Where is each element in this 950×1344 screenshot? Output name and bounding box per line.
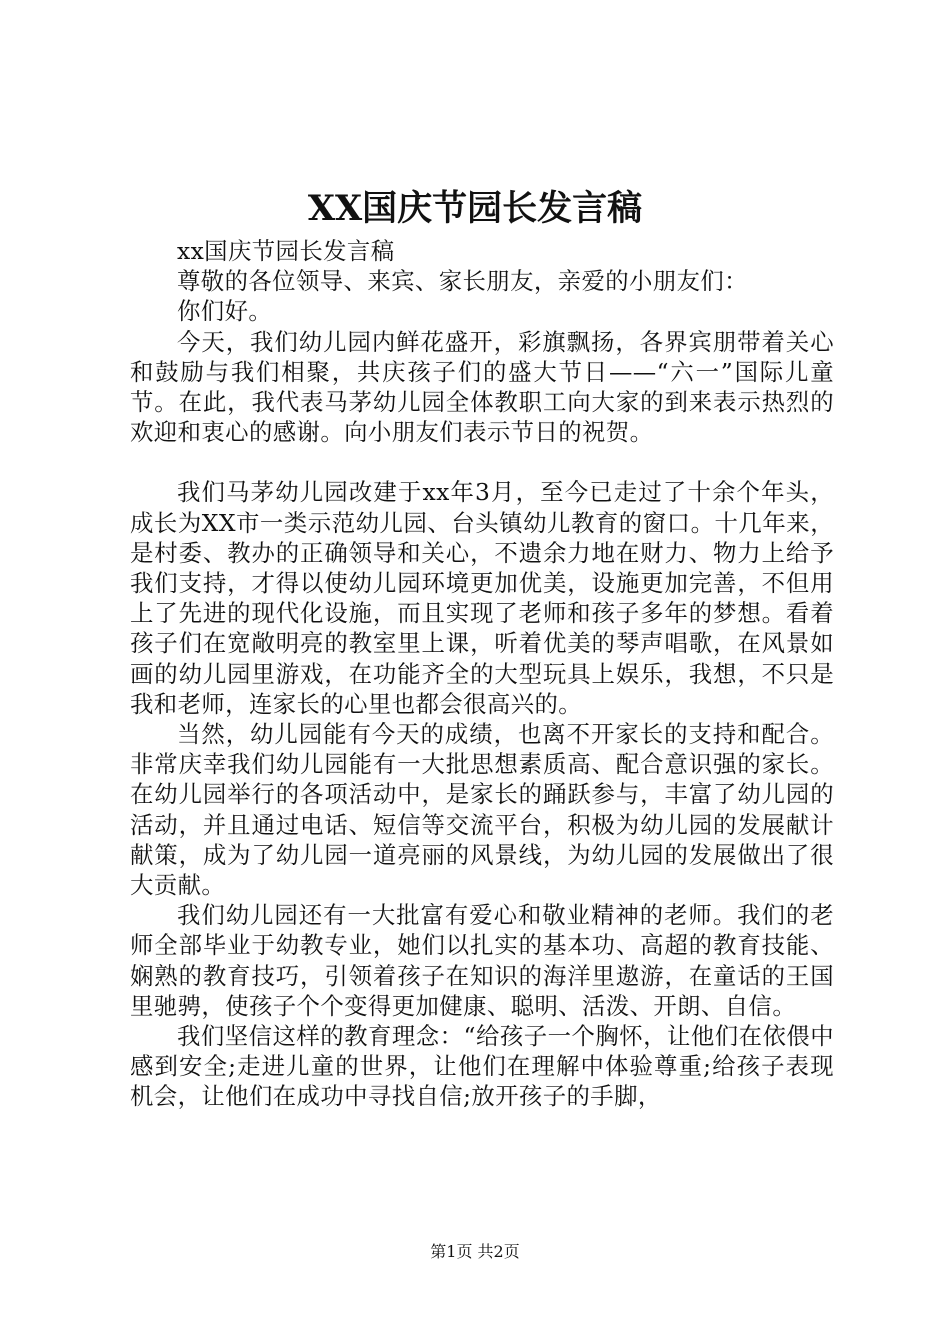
page-number-footer: 第1页 共2页 (430, 1242, 520, 1261)
document-body (130, 236, 834, 1112)
paragraph-teachers: 我们幼儿园还有一大批富有爱心和敬业精神的老师。我们的老师全部毕业于幼教专业，她们以扎实的基本功、高超的教育技能、娴熟的教育技巧，引领着孩子在知识的海洋里遨游，在童话的王国里驰骋，使孩子个个变得更加健康、聪明、活泼、开朗、自信。 (130, 901, 834, 1020)
paragraph-parents: 当然，幼儿园能有今天的成绩，也离不开家长的支持和配合。非常庆幸我们幼儿园能有一大批思想素质高、配合意识强的家长。在幼儿园举行的各项活动中，是家长的踊跃参与，丰富了幼儿园的活动，并且通过电话、短信等交流平台，积极为幼儿园的发展献计献策，成为了幼儿园一道亮丽的风景线，为幼儿园的发展做出了很大贡献。 (130, 720, 834, 900)
paragraph-philosophy: 我们坚信这样的教育理念：“给孩子一个胸怀，让他们在依偎中感到安全;走进儿童的世界，让他们在理解中体验尊重;给孩子表现机会，让他们在成功中寻找自信;放开孩子的手脚， (130, 1022, 834, 1111)
paragraph-subtitle: xx国庆节园长发言稿 (177, 237, 395, 265)
paragraph-salutation: 尊敬的各位领导、来宾、家长朋友，亲爱的小朋友们： (177, 267, 748, 296)
document-title: XX国庆节园长发言稿 (307, 188, 643, 229)
paragraph-history: 我们马茅幼儿园改建于xx年3月，至今已走过了十余个年头，成长为XX市一类示范幼儿园、台头镇幼儿教育的窗口。十几年来，是村委、教办的正确领导和关心，不遗余力地在财力、物力上给予我们支持，才得以使幼儿园环境更加优美，设施更加完善，不但用上了先进的现代化设施，而且实现了老师和孩子多年的梦想。看着孩子们在宽敞明亮的教室里上课，听着优美的琴声唱歌，在风景如画的幼儿园里游戏，在功能齐全的大型玩具上娱乐，我想，不只是我和老师，连家长的心里也都会很高兴的。 (130, 478, 834, 718)
paragraph-welcome: 今天，我们幼儿园内鲜花盛开，彩旗飘扬，各界宾朋带着关心和鼓励与我们相聚，共庆孩子们的盛大节日——“六一”国际儿童节。在此，我代表马茅幼儿园全体教职工向大家的到来表示热烈的欢迎和衷心的感谢。向小朋友们表示节日的祝贺。 (130, 327, 834, 447)
paragraph-greeting: 你们好。 (177, 297, 273, 326)
